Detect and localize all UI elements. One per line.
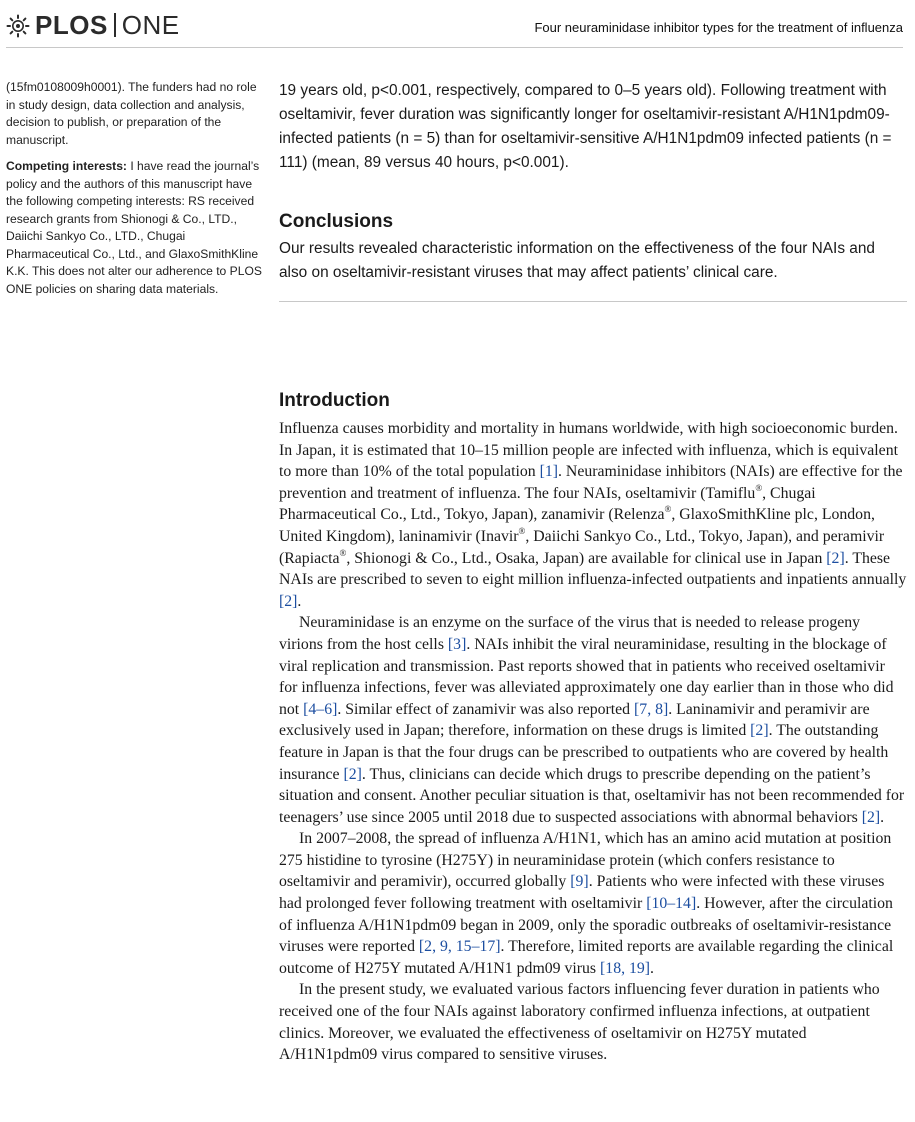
conclusions-text: Our results revealed characteristic information on the effectiveness of the four NAIs and also on oseltamivir-resistant viruses that may affect patients’ clinical care. [279, 240, 875, 281]
citation-link[interactable]: [2] [826, 549, 845, 567]
citation-link[interactable]: [2] [750, 722, 769, 740]
article-main [279, 79, 907, 1066]
funding-statement: (15fm0108009h0001). The funders had no role in study design, data collection and analysis, decision to publish, or preparation of the manuscript. [6, 80, 257, 147]
citation-link[interactable]: [7, 8] [634, 700, 669, 718]
text-run: . Laninamivir and peramivir are exclusively used in Japan; therefore, information on these drugs is limited [279, 700, 870, 740]
registered-mark: ® [755, 482, 763, 493]
registered-mark: ® [664, 504, 672, 515]
header-divider [6, 47, 903, 48]
citation-link[interactable]: [9] [570, 873, 589, 891]
sidebar-notes [6, 79, 262, 307]
logo-plos-text: PLOS [35, 10, 108, 40]
text-run: , Daiichi Sankyo Co., Ltd., Tokyo, Japan), and peramivir (Rapiacta [279, 527, 885, 567]
text-run: . [297, 592, 302, 610]
text-run: . Neuraminidase inhibitors (NAIs) are effective for the prevention and treatment of influenza. The four NAIs, oseltamivir (Tamiflu [279, 463, 903, 502]
plos-logo-icon [6, 14, 30, 38]
registered-mark: ® [339, 547, 347, 558]
conclusions-heading: Conclusions [279, 211, 394, 232]
citation-link[interactable]: [18, 19] [600, 959, 651, 977]
citation-link[interactable]: [4–6] [303, 700, 338, 718]
text-run: Neuraminidase is an enzyme on the surface of the virus that is needed to release progeny virions from the host cells [279, 614, 861, 653]
text-run: . [650, 959, 654, 977]
citation-link[interactable]: [1] [539, 463, 559, 481]
text-run: . These NAIs are prescribed to seven to eight million influenza-infected outpatients and inpatients annually [279, 549, 907, 589]
page-header [0, 0, 915, 50]
logo-wordmark [35, 10, 180, 41]
text-run: . NAIs inhibit the viral neuraminidase, resulting in the blockage of viral replication and transmission. Past reports showed that in patients who received oseltamivir for influenza infections, fever was alleviated approximately one day earlier than in those who did not [279, 635, 894, 718]
text-run: In 2007–2008, the spread of influenza A/H1N1, which has an amino acid mutation at position 275 histidine to tyrosine (H275Y) in neuraminidase protein (which confers resistance to oseltamivir and peramivir), occurred globally [279, 830, 892, 891]
citation-link[interactable]: [2] [279, 592, 298, 610]
registered-mark: ® [518, 525, 526, 536]
introduction-heading: Introduction [279, 390, 390, 411]
competing-interests-label: Competing interests: [6, 159, 127, 173]
text-run: , Chugai Pharmaceutical Co., Ltd., Tokyo, Japan), zanamivir (Relenza [279, 484, 816, 524]
citation-link[interactable]: [2] [343, 765, 362, 783]
abstract-results-text: 19 years old, p<0.001, respectively, compared to 0–5 years old). Following treatment with oseltamivir, fever duration was significantly longer for oseltamivir-resistant A/H1N1pdm09-infected patients (n = 5) than for oseltamivir-sensitive A/H1N1pdm09 infected patients (n = 111) (mean, 89 versus 40 hours, p<0.001). [279, 82, 892, 171]
intro-paragraph-2 [279, 612, 907, 828]
intro-paragraph-1 [279, 418, 907, 612]
plos-one-logo[interactable] [6, 10, 180, 41]
text-run: Influenza causes morbidity and mortality in humans worldwide, with high socioeconomic burden. In Japan, it is estimated that 10–15 million people are infected with influenza, which is equivalent to more than 10% of the total population [279, 420, 899, 481]
text-run: , Shionogi & Co., Ltd., Osaka, Japan) are available for clinical use in Japan [346, 549, 827, 567]
citation-link[interactable]: [2, 9, 15–17] [418, 938, 501, 956]
text-run: , GlaxoSmithKline plc, London, United Kingdom), laninamivir (Inavir [279, 506, 875, 545]
conclusions-body [279, 237, 907, 285]
text-run: . Therefore, limited reports are available regarding the clinical outcome of H275Y mutated A/H1N1 pdm09 virus [279, 938, 894, 977]
logo-one-text: ONE [121, 10, 180, 40]
competing-interests-text: I have read the journal’s policy and the authors of this manuscript have the following competing interests: RS received research grants from Shionogi & Co., LTD., Daiichi Sankyo Co., LTD., Chugai Pharmaceutical Co., Ltd., and GlaxoSmithKline K.K. This does not alter our adherence to PLOS ONE policies on sharing data materials. [6, 159, 262, 296]
text-run: . [880, 808, 885, 826]
text-run: In the present study, we evaluated various factors influencing fever duration in patients who received one of the four NAIs against laboratory confirmed influenza infections, at outpatient clinics. Moreover, we evaluated the effectiveness of oseltamivir on H275Y mutated A/H1N1pdm09 virus compared to sensitive viruses. [279, 981, 880, 1064]
abstract-results-tail [279, 79, 907, 175]
competing-interests [6, 158, 262, 298]
text-run: . Thus, clinicians can decide which drugs to prescribe depending on the patient’s situation and consent. Another peculiar situation is that, oseltamivir has not been recommended for teenagers’ use since 2005 until 2018 due to suspected associations with abnormal behaviors [279, 765, 905, 826]
section-divider [279, 301, 907, 302]
intro-paragraph-4 [279, 979, 907, 1065]
running-title: Four neuraminidase inhibitor types for the treatment of influenza [534, 20, 903, 35]
citation-link[interactable]: [3] [447, 635, 467, 653]
text-run: . Patients who were infected with these viruses had prolonged fever following treatment with oseltamivir [279, 873, 885, 913]
text-run: . However, after the circulation of influenza A/H1N1pdm09 began in 2009, only the sporadic outbreaks of oseltamivir-resistance viruses were reported [279, 895, 893, 956]
text-run: . Similar effect of zanamivir was also reported [337, 700, 635, 718]
citation-link[interactable]: [10–14] [646, 895, 697, 913]
intro-paragraph-3 [279, 828, 907, 979]
introduction-body [279, 418, 907, 1066]
logo-divider [114, 13, 116, 37]
citation-link[interactable]: [2] [861, 808, 881, 826]
text-run: . The outstanding feature in Japan is that the four drugs can be prescribed to outpatients who are covered by health insurance [279, 722, 889, 783]
